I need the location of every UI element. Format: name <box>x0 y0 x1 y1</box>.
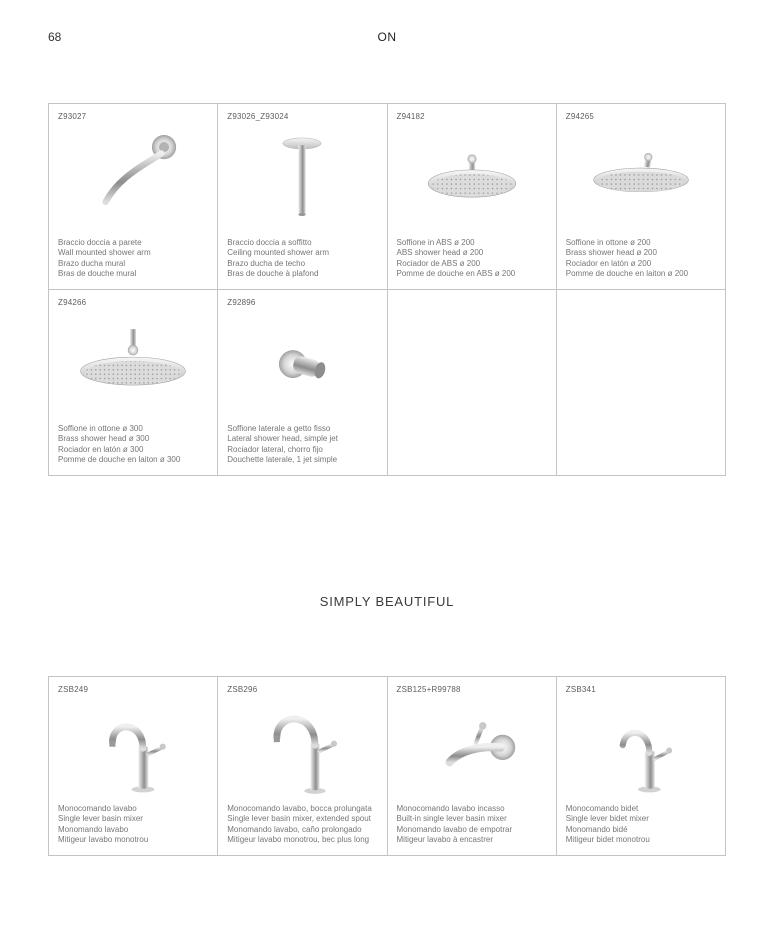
product-description: Monocomando lavabo, bocca prolungata Single lever basin mixer, extended spout Monomando lavabo, caño prolongado Mitigeur lavabo monotrou, bec plus long <box>227 803 372 845</box>
empty-cell <box>388 290 557 476</box>
basin-mixer-image <box>58 694 208 804</box>
product-description: Soffione in ottone ø 300 Brass shower head ø 300 Rociador en latón ø 300 Pomme de douche en laiton ø 300 <box>58 423 181 465</box>
product-cell <box>388 677 557 856</box>
product-cell <box>218 290 387 476</box>
ceiling-shower-arm-image <box>227 121 377 238</box>
wall-mixer-image <box>397 694 547 804</box>
wall-shower-arm-image <box>58 121 208 238</box>
bidet-mixer-image <box>566 694 716 804</box>
abs-shower-head-image <box>397 121 547 238</box>
product-code: Z94265 <box>565 112 595 121</box>
product-cell <box>218 104 387 290</box>
product-cell <box>49 104 218 290</box>
product-cell <box>218 677 387 856</box>
product-description: Soffione in ABS ø 200 ABS shower head ø 200 Rociador de ABS ø 200 Pomme de douche en ABS ø 200 <box>396 237 516 279</box>
product-description: Monocomando bidet Single lever bidet mixer Monomando bidé Mitigeur bidet monotrou <box>565 803 650 845</box>
product-description: Monocomando lavabo incasso Built-in single lever basin mixer Monomando lavabo de empotrar Mitigeur lavabo à encastrer <box>396 803 513 845</box>
product-code: ZSB125+R99788 <box>396 685 461 694</box>
lateral-shower-head-image <box>227 307 377 424</box>
product-code: ZSB296 <box>227 685 258 694</box>
product-description: Braccio doccia a parete Wall mounted shower arm Brazo ducha mural Bras de douche mural <box>58 237 151 279</box>
product-description: Soffione laterale a getto fisso Lateral shower head, simple jet Rociador lateral, chorro fijo Douchette laterale, 1 jet simple <box>227 423 338 465</box>
page-number: 68 <box>48 30 62 44</box>
product-description: Monocomando lavabo Single lever basin mixer Monomando lavabo Mitigeur lavabo monotrou <box>58 803 149 845</box>
product-code: Z93026_Z93024 <box>227 112 289 121</box>
product-cell <box>49 290 218 476</box>
basin-mixer-extended-image <box>227 694 377 804</box>
product-cell <box>557 677 726 856</box>
product-cell <box>49 677 218 856</box>
product-description: Braccio doccia a soffitto Ceiling mounted shower arm Brazo ducha de techo Bras de douche à plafond <box>227 237 330 279</box>
product-code: Z93027 <box>58 112 87 121</box>
product-code: Z94182 <box>396 112 425 121</box>
product-table-on <box>48 103 726 476</box>
product-cell <box>557 104 726 290</box>
section-title: SIMPLY BEAUTIFUL <box>319 594 455 609</box>
page-title: ON <box>377 30 397 44</box>
product-code: ZSB341 <box>565 685 596 694</box>
product-description: Soffione in ottone ø 200 Brass shower head ø 200 Rociador en latón ø 200 Pomme de douche en laiton ø 200 <box>565 237 689 279</box>
brass-shower-head-200-image <box>566 121 716 238</box>
product-cell <box>388 104 557 290</box>
product-table-simply-beautiful <box>48 676 726 856</box>
product-code: ZSB249 <box>58 685 89 694</box>
product-code: Z92896 <box>227 298 256 307</box>
product-code: Z94266 <box>58 298 87 307</box>
empty-cell <box>557 290 726 476</box>
brass-shower-head-300-image <box>58 307 208 424</box>
